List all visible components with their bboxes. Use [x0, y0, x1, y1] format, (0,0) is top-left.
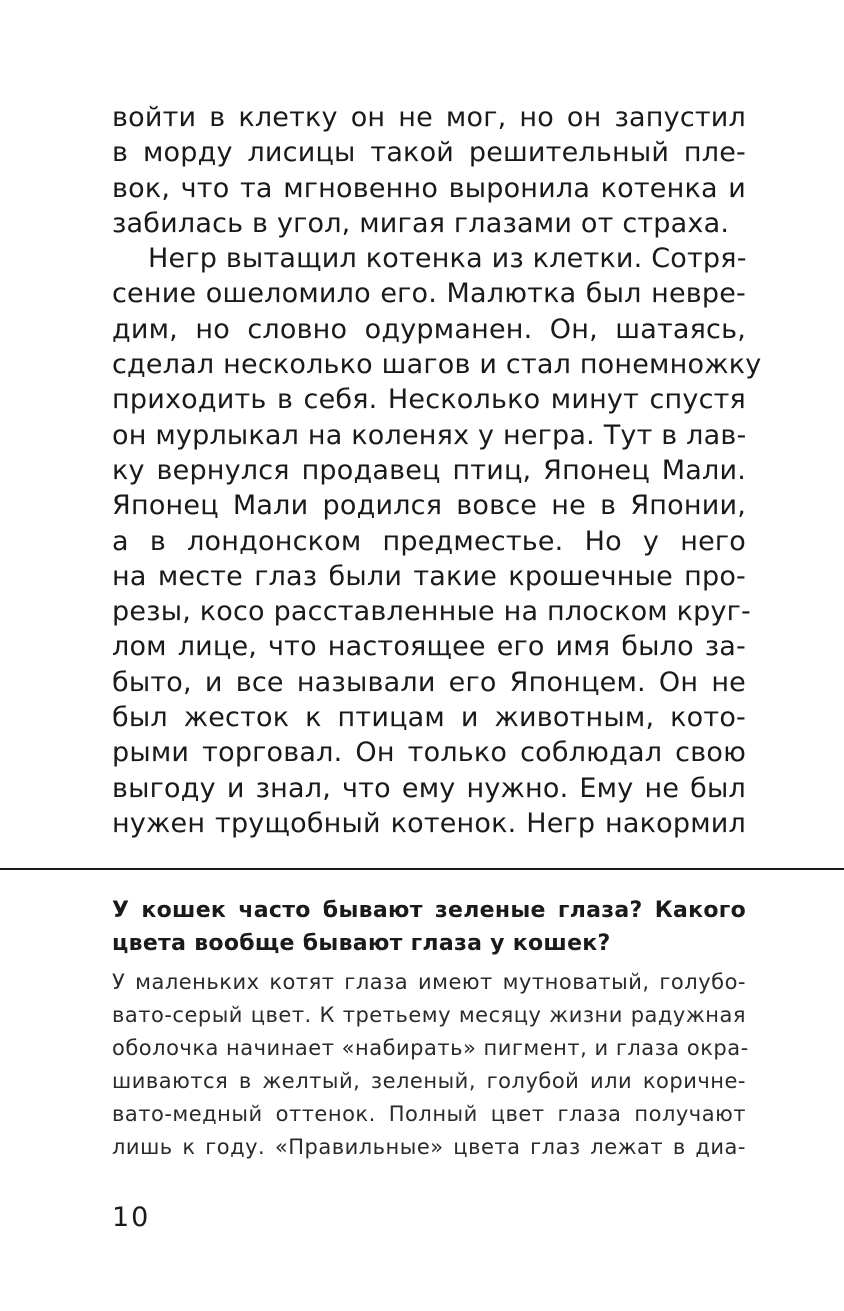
text-line: Негр вытащил котенка из клетки. Сотря- — [148, 243, 747, 275]
text-line: сделал несколько шагов и стал понемножку — [112, 349, 762, 381]
text-line: сение ошеломило его. Малютка был невре- — [112, 278, 746, 310]
text-line: быто, и все называли его Японцем. Он не — [112, 666, 746, 698]
answer-line: У маленьких котят глаза имеют мутноватый, голубо- — [112, 970, 746, 994]
text-line: в морду лисицы такой решительный пле- — [112, 137, 746, 169]
text-line: рыми торговал. Он только соблюдал свою — [112, 737, 746, 769]
text-line: войти в клетку он не мог, но он запустил — [112, 102, 746, 133]
text-line: а в лондонском предместье. Но у него — [112, 525, 746, 557]
question-line: У кошек часто бывают зеленые глаза? Какого — [112, 898, 746, 923]
page-number: 10 — [112, 1202, 151, 1233]
answer-line: вато-медный оттенок. Полный цвет глаза получают — [112, 1102, 746, 1126]
text-line: вок, что та мгновенно выронила котенка и — [112, 172, 746, 204]
text-line: лом лице, что настоящее его имя было за- — [112, 631, 746, 663]
text-line: нужен трущобный котенок. Негр накормил — [112, 807, 746, 839]
question-line: цвета вообще бывают глаза у кошек? — [112, 931, 611, 956]
text-line: ку вернулся продавец птиц, Японец Мали. — [112, 454, 746, 486]
section-divider — [0, 868, 844, 870]
text-line: резы, косо расставленные на плоском круг- — [112, 596, 751, 628]
main-text — [112, 100, 762, 841]
answer-line: шиваются в желтый, зеленый, голубой или коричне- — [112, 1069, 746, 1093]
text-line: приходить в себя. Несколько минут спустя — [112, 384, 746, 416]
faq-answer — [112, 966, 749, 1164]
text-line: он мурлыкал на коленях у негра. Тут в лав- — [112, 419, 747, 451]
text-line: был жесток к птицам и животным, кото- — [112, 702, 746, 734]
faq-sidebar — [112, 894, 749, 1164]
faq-question — [112, 894, 746, 960]
text-line: на месте глаз были такие крошечные про- — [112, 560, 746, 592]
answer-line: вато-серый цвет. К третьему месяцу жизни радужная — [112, 1003, 746, 1027]
text-line: дим, но словно одурманен. Он, шатаясь, — [112, 313, 746, 345]
text-line: выгоду и знал, что ему нужно. Ему не был — [112, 772, 746, 804]
answer-line: лишь к году. «Правильные» цвета глаз лежат в диа- — [112, 1135, 746, 1159]
text-line: забилась в угол, мигая глазами от страха. — [112, 207, 730, 239]
answer-line: оболочка начинает «набирать» пигмент, и глаза окра- — [112, 1036, 749, 1060]
text-line: Японец Мали родился вовсе не в Японии, — [112, 490, 746, 522]
